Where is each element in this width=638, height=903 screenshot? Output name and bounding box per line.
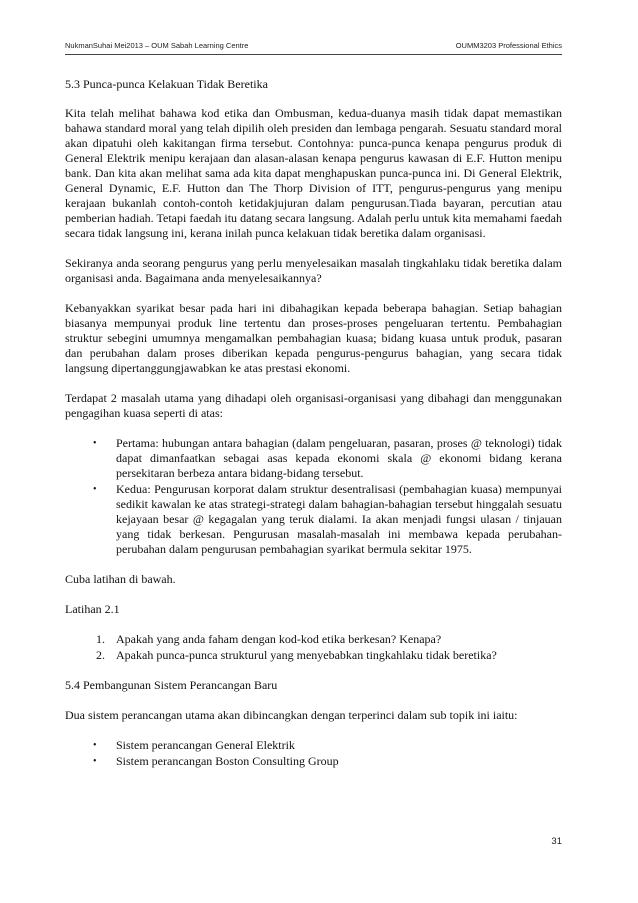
list-item-text: Kedua: Pengurusan korporat dalam struktur desentralisasi (pembahagian kuasa) mempunyai sedikit kawalan ke atas strategi-strategi dalam bahagian-bahagian tersebut hinggalah sesuatu kejayaan besar @ kegagalan yang teruk dialami. Ia akan menjadi fungsi ulasan / tinjauan yang tidak berkesan. Pengurusan masalah-masalah ini membawa kepada perubahan-perubahan dalam pengurusan pembahagian syarikat bermula sekitar 1975. xyxy=(116,482,562,556)
list-item-text: Apakah punca-punca strukturul yang menyebabkan tingkahlaku tidak beretika? xyxy=(116,648,497,662)
page-number: 31 xyxy=(551,836,562,847)
bullet-icon: • xyxy=(93,438,97,449)
list-item xyxy=(65,754,562,769)
bullet-icon: • xyxy=(93,484,97,495)
list-item-text: Apakah yang anda faham dengan kod-kod etika berkesan? Kenapa? xyxy=(116,632,442,646)
list-item xyxy=(65,632,562,647)
list-item-text: Sistem perancangan Boston Consulting Group xyxy=(116,754,339,768)
paragraph-1: Kita telah melihat bahawa kod etika dan Ombusman, kedua-duanya masih tidak dapat memastikan bahawa standard moral yang telah dipilih oleh presiden dan lembaga pengarah. Sesuatu standard moral akan dipatuhi oleh kakitangan firma tersebut. Contohnya: punca-punca kenapa pengurus produk di General Elektrik menipu kerajaan dan alasan-alasan kenapa pengurus kawasan di E.F. Hutton menipu bank. Dan kita akan melihat sama ada kita dapat menghapuskan punca-punca ini. Di General Elektrik, General Dynamic, E.F. Hutton dan The Thorp Division of ITT, pengurus-pengurus yang menipu kerajaan bukanlah contoh-contoh ketidakjujuran dalam pengurusan.Tiada bayaran, percutian atau pemberian hadiah. Tetapi faedah itu datang secara langsung. Adalah perlu untuk kita memahami faedah secara tidak langsung ini, kerana inilah punca kelakuan tidak beretika dalam organisasi. xyxy=(65,106,562,240)
bullet-list-problems xyxy=(65,436,562,557)
list-item-text: Sistem perancangan General Elektrik xyxy=(116,738,295,752)
list-item-text: Pertama: hubungan antara bahagian (dalam pengeluaran, pasaran, proses @ teknologi) tidak dapat dimanfaatkan sebagai asas kepada ekonomi skala @ ekonomi bidang kerana persekitaran berbeza antara bidang-bidang tersebut. xyxy=(116,436,562,480)
list-number: 1. xyxy=(96,632,105,646)
section-heading-5-4: 5.4 Pembangunan Sistem Perancangan Baru xyxy=(65,678,278,692)
paragraph-2: Sekiranya anda seorang pengurus yang perlu menyelesaikan masalah tingkahlaku tidak beretika dalam organisasi anda. Bagaimana anda menyelesaikannya? xyxy=(65,256,562,285)
list-item xyxy=(65,738,562,753)
list-item xyxy=(65,482,562,557)
list-item xyxy=(65,436,562,481)
header-right-text: OUMM3203 Professional Ethics xyxy=(455,41,562,50)
list-number: 2. xyxy=(96,648,105,662)
section-heading-5-3: 5.3 Punca-punca Kelakuan Tidak Beretika xyxy=(65,77,268,91)
paragraph-6: Dua sistem perancangan utama akan dibincangkan dengan terperinci dalam sub topik ini iaitu: xyxy=(65,708,518,722)
exercise-list xyxy=(65,632,562,663)
bullet-list-systems xyxy=(65,738,562,769)
paragraph-5: Cuba latihan di bawah. xyxy=(65,572,176,586)
paragraph-4: Terdapat 2 masalah utama yang dihadapi oleh organisasi-organisasi yang dibahagi dan menggunakan pengagihan kuasa seperti di atas: xyxy=(65,391,562,420)
exercise-title: Latihan 2.1 xyxy=(65,602,120,616)
list-item xyxy=(65,648,562,663)
bullet-icon: • xyxy=(93,740,97,751)
page-header xyxy=(65,41,562,55)
header-left-text: NukmanSuhai Mei2013 – OUM Sabah Learning Centre xyxy=(65,41,249,50)
paragraph-3: Kebanyakkan syarikat besar pada hari ini dibahagikan kepada beberapa bahagian. Setiap bahagian biasanya mempunyai produk line tertentu dan proses-proses pengeluaran tertentu. Pembahagian struktur sebegini umumnya mengamalkan pembahagian kuasa; bidang kuasa untuk produk, pasaran dan perubahan dalam proses diberikan kepada pengurus-pengurus bahagian, yang secara tidak langsung dipertanggungjawabkan ke atas prestasi ekonomi. xyxy=(65,301,562,375)
document-body xyxy=(65,77,562,784)
bullet-icon: • xyxy=(93,756,97,767)
